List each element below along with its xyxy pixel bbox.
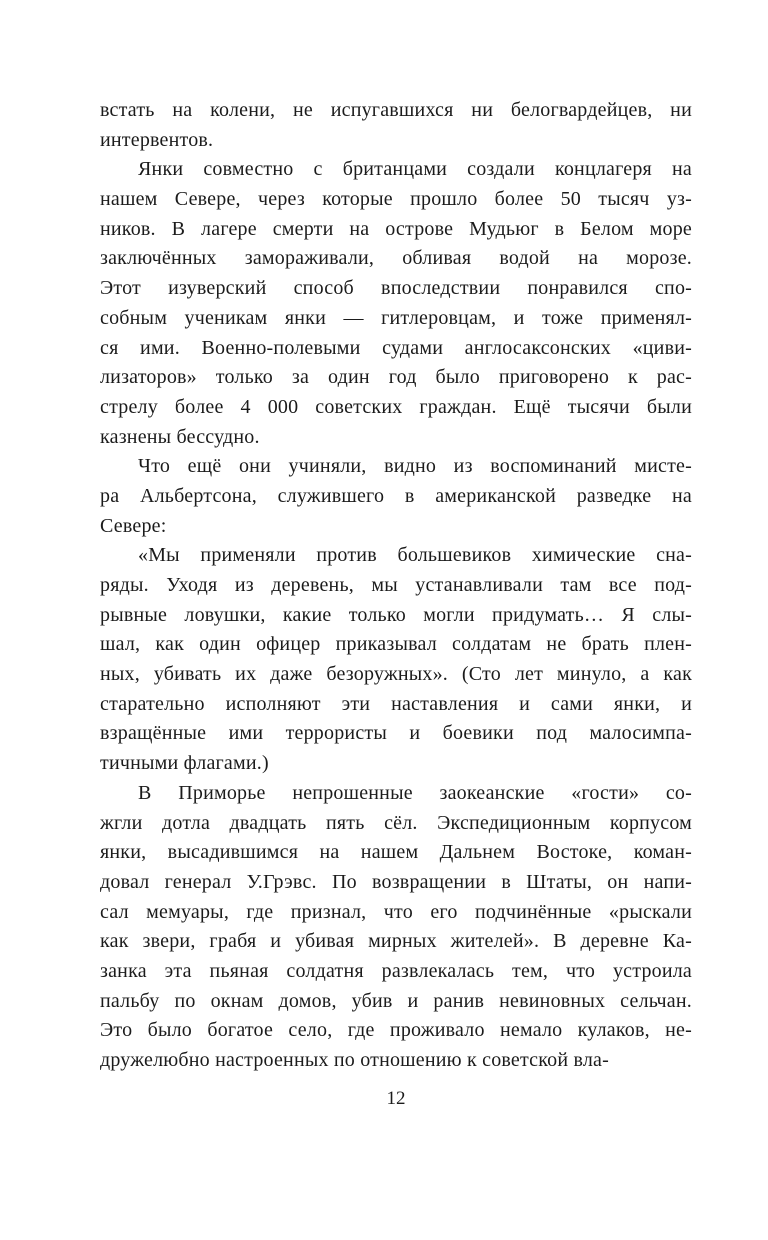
text-line: шал, как один офицер приказывал солдатам не брать плен- xyxy=(100,633,692,656)
text-line: ряды. Уходя из деревень, мы устанавливали там все под- xyxy=(100,574,692,596)
text-line: нашем Севере, через которые прошло более 50 тысяч уз- xyxy=(100,188,692,211)
text-line: Что ещё они учиняли, видно из воспоминаний мисте- xyxy=(138,455,692,478)
text-line: ников. В лагере смерти на острове Мудьюг в Белом море xyxy=(100,217,692,240)
text-line: ся ими. Военно-полевыми судами англосаксонских «циви- xyxy=(100,336,692,359)
text-line: интервентов. xyxy=(100,128,214,151)
text-line: ных, убивать их даже безоружных». (Сто лет минуло, а как xyxy=(100,663,692,686)
text-line: Янки совместно с британцами создали концлагеря на xyxy=(138,158,692,181)
text-line: Севере: xyxy=(100,514,167,537)
text-line: ра Альбертсона, служившего в американской разведке на xyxy=(100,484,692,507)
text-line: пальбу по окнам домов, убив и ранив невиновных сельчан. xyxy=(100,989,692,1012)
paragraph xyxy=(100,96,692,155)
text-line: янки, высадившимся на нашем Дальнем Востоке, коман- xyxy=(100,841,692,864)
text-line: жгли дотла двадцать пять сёл. Экспедиционным корпусом xyxy=(100,811,692,834)
page-text xyxy=(100,96,692,1076)
paragraph xyxy=(100,452,692,541)
text-line: старательно исполняют эти наставления и сами янки, и xyxy=(100,692,692,715)
text-line: заключённых замораживали, обливая водой на морозе. xyxy=(100,247,692,270)
text-line: лизаторов» только за один год было приговорено к рас- xyxy=(100,366,692,389)
paragraph xyxy=(100,541,692,779)
text-line: стрелу более 4 000 советских граждан. Ещё тысячи были xyxy=(100,395,692,418)
text-line: рывные ловушки, какие только могли придумать… Я слы- xyxy=(100,603,692,626)
text-line: Это было богатое село, где проживало немало кулаков, не- xyxy=(100,1019,692,1042)
text-line: В Приморье непрошенные заокеанские «гости» со- xyxy=(138,781,692,804)
text-line: Этот изуверский способ впоследствии понравился спо- xyxy=(100,277,692,300)
text-line: занка эта пьяная солдатня развлекалась тем, что устроила xyxy=(100,959,692,982)
text-line: встать на колени, не испугавшихся ни белогвардейцев, ни xyxy=(100,99,692,121)
page-number: 12 xyxy=(386,1088,406,1109)
text-line: собным ученикам янки — гитлеровцам, и тоже применял- xyxy=(100,306,692,329)
text-line: казнены бессудно. xyxy=(100,425,260,448)
text-line: взращённые ими террористы и боевики под малосимпа- xyxy=(100,722,692,745)
text-line: как звери, грабя и убивая мирных жителей». В деревне Ка- xyxy=(100,930,692,953)
paragraph xyxy=(100,779,692,1076)
text-line: тичными флагами.) xyxy=(100,752,269,775)
text-line: «Мы применяли против большевиков химические сна- xyxy=(138,544,692,567)
text-line: дружелюбно настроенных по отношению к советской вла- xyxy=(100,1049,609,1071)
text-line: довал генерал У.Грэвс. По возвращении в Штаты, он напи- xyxy=(100,870,692,893)
text-line: сал мемуары, где признал, что его подчинённые «рыскали xyxy=(100,900,692,923)
paragraph xyxy=(100,155,692,452)
